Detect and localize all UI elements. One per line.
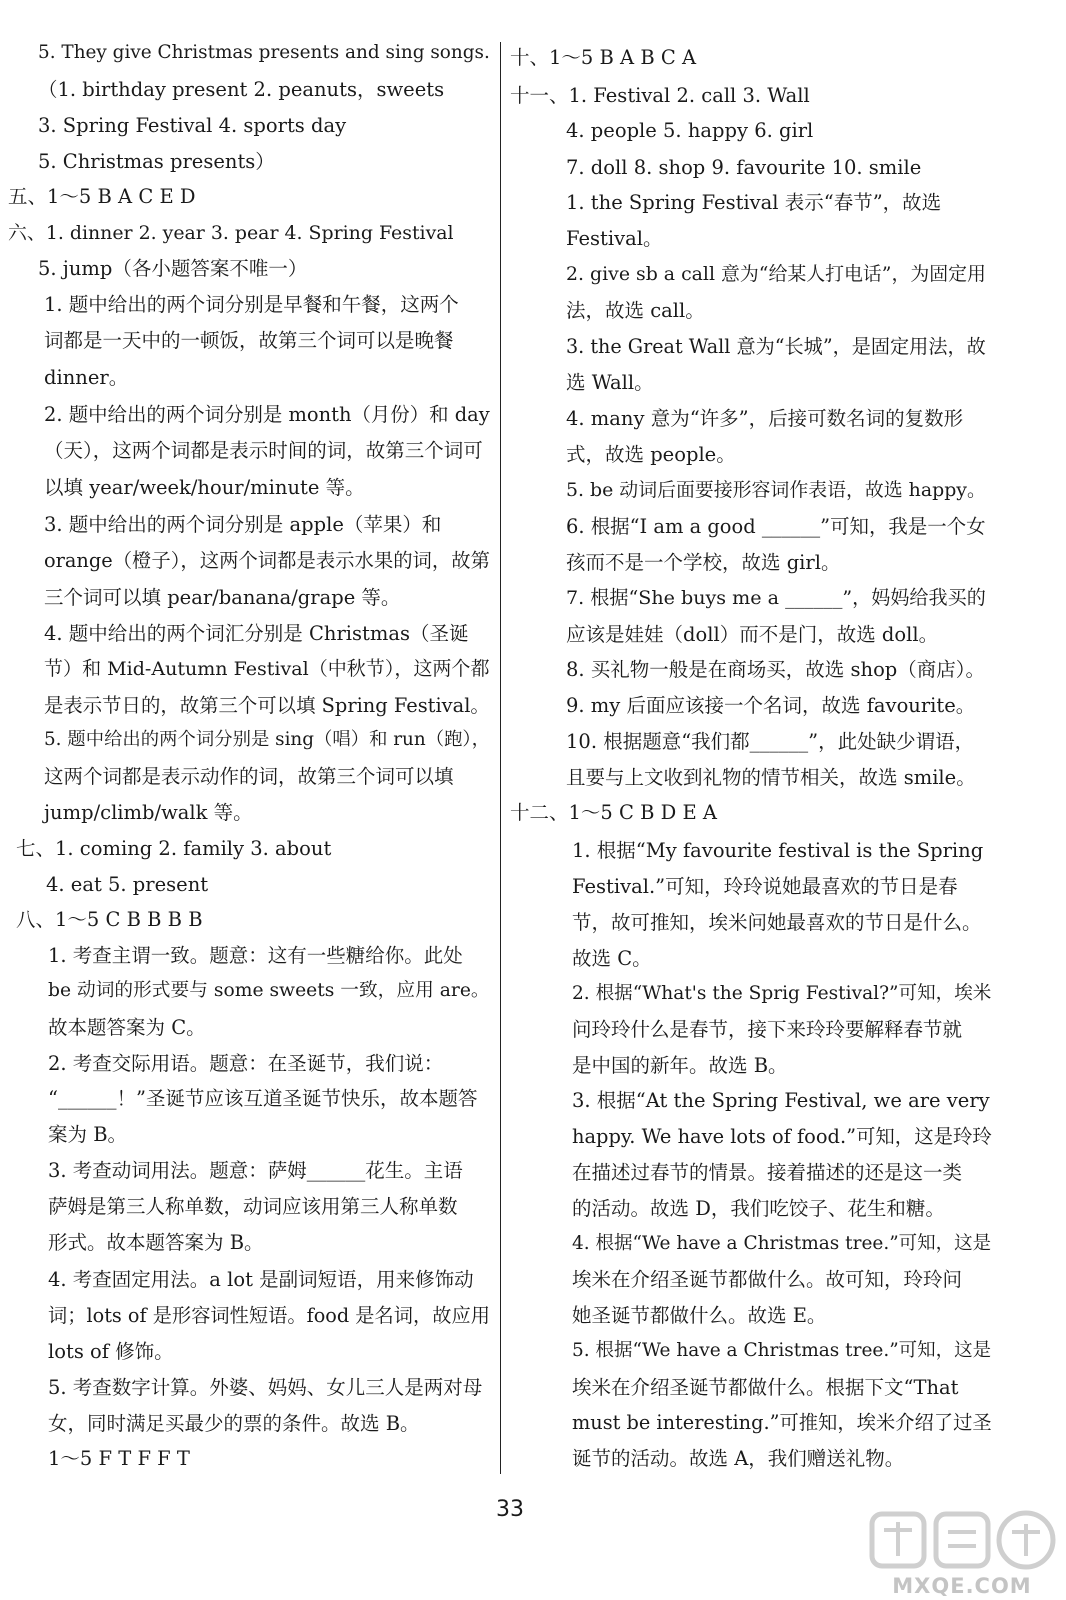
left-column-line: 以填 year/week/hour/minute 等。 — [44, 476, 365, 499]
left-column-line: （天），这两个词都是表示时间的词，故第三个词可 — [44, 439, 483, 462]
left-column-line: 案为 B。 — [48, 1123, 128, 1146]
left-column-line: 女，同时满足买最少的票的条件。故选 B。 — [48, 1412, 420, 1435]
right-column-line: 应该是娃娃（doll）而不是门，故选 doll。 — [566, 623, 939, 646]
left-column-line: 4. eat 5. present — [46, 873, 209, 896]
column-divider — [500, 42, 501, 1474]
left-column-line: orange（橙子），这两个词都是表示水果的词，故第 — [44, 549, 490, 572]
right-column-line: 6. 根据“I am a good ______”可知，我是一个女 — [566, 515, 986, 538]
right-column-line: 3. the Great Wall 意为“长城”，是固定用法，故 — [566, 335, 986, 358]
right-column-line: 5. 根据“We have a Christmas tree.”可知，这是 — [572, 1340, 992, 1361]
right-column-line: 的活动。故选 D，我们吃饺子、花生和糖。 — [572, 1197, 945, 1220]
left-column-line: 词都是一天中的一顿饭，故第三个词可以是晚餐 — [44, 329, 454, 352]
right-column-line: 她圣诞节都做什么。故选 E。 — [572, 1304, 827, 1327]
left-column-line: 3. Spring Festival 4. sports day — [38, 114, 347, 137]
left-column-line: 萨姆是第三人称单数，动词应该用第三人称单数 — [48, 1195, 458, 1218]
left-column-line: 六、1. dinner 2. year 3. pear 4. Spring Festival — [8, 222, 454, 244]
left-column-line: dinner。 — [44, 366, 129, 389]
left-column-line: 5. 考查数字计算。外婆、妈妈、女儿三人是两对母 — [48, 1376, 483, 1399]
left-column-line: “______！”圣诞节应该互道圣诞节快乐，故本题答 — [48, 1087, 478, 1110]
left-column-line: 故本题答案为 C。 — [48, 1016, 206, 1039]
right-column-line: 9. my 后面应该接一个名词，故选 favourite。 — [566, 694, 976, 717]
left-column-line: 五、1～5 B A C E D — [8, 185, 196, 208]
right-column-line: 4. 根据“We have a Christmas tree.”可知，这是 — [572, 1233, 992, 1254]
left-column-line: 5. 题中给出的两个词分别是 sing（唱）和 run（跑）， — [44, 729, 490, 750]
left-column-line: （1. birthday present 2. peanuts，sweets — [38, 78, 445, 101]
left-column-line: 1. 题中给出的两个词分别是早餐和午餐，这两个 — [44, 293, 459, 316]
right-column-line: 是中国的新年。故选 B。 — [572, 1054, 788, 1077]
left-column-line: 2. 题中给出的两个词分别是 month（月份）和 day — [44, 403, 490, 426]
right-column-line: 选 Wall。 — [566, 371, 654, 394]
right-column-line: 3. 根据“At the Spring Festival, we are very — [572, 1089, 990, 1112]
right-column-line: 8. 买礼物一般是在商场买，故选 shop（商店）。 — [566, 658, 986, 681]
left-column-line: 七、1. coming 2. family 3. about — [16, 837, 332, 860]
right-column-line: must be interesting.”可推知，埃米介绍了过圣 — [572, 1411, 992, 1434]
right-column-line: 4. many 意为“许多”，后接可数名词的复数形 — [566, 407, 964, 430]
left-column-line: lots of 修饰。 — [48, 1340, 174, 1363]
page-number: 33 — [496, 1497, 524, 1522]
left-column-line: 八、1～5 C B B B B — [16, 908, 203, 931]
left-column-line: 节）和 Mid-Autumn Festival（中秋节），这两个都 — [44, 658, 490, 680]
right-column-line: 10. 根据题意“我们都______”，此处缺少谓语， — [566, 730, 975, 753]
right-column-line: 且要与上文收到礼物的情节相关，故选 smile。 — [566, 766, 976, 789]
right-column-line: 7. doll 8. shop 9. favourite 10. smile — [566, 156, 922, 179]
right-column-line: 问玲玲什么是春节，接下来玲玲要解释春节就 — [572, 1018, 963, 1041]
left-column-line: 是表示节日的，故第三个可以填 Spring Festival。 — [44, 694, 490, 717]
right-column-line: 诞节的活动。故选 A，我们赠送礼物。 — [572, 1447, 905, 1470]
left-column-line: 这两个词都是表示动作的词，故第三个词可以填 — [44, 765, 454, 788]
right-column-line: 十、1～5 B A B C A — [510, 46, 697, 69]
left-column-line: 三个词可以填 pear/banana/grape 等。 — [44, 586, 401, 609]
left-column-line: 5. Christmas presents） — [38, 150, 275, 173]
right-column-line: 1. the Spring Festival 表示“春节”，故选 — [566, 191, 942, 214]
right-column-line: 5. be 动词后面要接形容词作表语，故选 happy。 — [566, 479, 986, 501]
answer-seal-logo-icon — [862, 1506, 1062, 1576]
left-column-line: 3. 题中给出的两个词分别是 apple（苹果）和 — [44, 513, 442, 536]
right-column-line: Festival。 — [566, 227, 663, 250]
left-column-line: 词；lots of 是形容词性短语。food 是名词，故应用 — [48, 1304, 490, 1327]
right-column-line: 节，故可推知，埃米问她最喜欢的节日是什么。 — [572, 911, 982, 934]
right-column-line: 式，故选 people。 — [566, 443, 736, 466]
left-column-line: 4. 题中给出的两个词汇分别是 Christmas（圣诞 — [44, 622, 469, 645]
left-column-line: 2. 考查交际用语。题意：在圣诞节，我们说： — [48, 1052, 444, 1075]
left-column-line: 5. jump（各小题答案不唯一） — [38, 257, 308, 280]
right-column-line: 2. 根据“What's the Sprig Festival?”可知，埃米 — [572, 983, 992, 1004]
right-column-line: 十一、1. Festival 2. call 3. Wall — [510, 84, 810, 107]
right-column-line: 7. 根据“She buys me a ______”，妈妈给我买的 — [566, 586, 986, 609]
left-column-line: jump/climb/walk 等。 — [44, 801, 253, 824]
right-column-line: 埃米在介绍圣诞节都做什么。故可知，玲玲问 — [572, 1268, 963, 1291]
left-column-line: 5. They give Christmas presents and sing songs. — [38, 42, 490, 63]
right-column-line: 2. give sb a call 意为“给某人打电话”，为固定用 — [566, 263, 986, 285]
left-column-line: 4. 考查固定用法。a lot 是副词短语，用来修饰动 — [48, 1268, 474, 1291]
right-column-line: 故选 C。 — [572, 947, 652, 970]
right-column-line: 埃米在介绍圣诞节都做什么。根据下文“That — [572, 1376, 959, 1399]
left-column-line: 形式。故本题答案为 B。 — [48, 1231, 264, 1254]
left-column-line: 1. 考查主谓一致。题意：这有一些糖给你。此处 — [48, 944, 463, 967]
right-column-line: 十二、1～5 C B D E A — [510, 801, 718, 824]
watermark-text: MXQE.COM — [892, 1574, 1032, 1598]
right-column-line: 4. people 5. happy 6. girl — [566, 119, 814, 142]
left-column-line: 3. 考查动词用法。题意：萨姆______花生。主语 — [48, 1159, 463, 1182]
right-column-line: 法，故选 call。 — [566, 299, 705, 322]
left-column-line: be 动词的形式要与 some sweets 一致，应用 are。 — [48, 980, 490, 1001]
right-column-line: Festival.”可知，玲玲说她最喜欢的节日是春 — [572, 875, 958, 898]
right-column-line: 1. 根据“My favourite festival is the Spring — [572, 839, 984, 862]
right-column-line: 在描述过春节的情景。接着描述的还是这一类 — [572, 1161, 963, 1184]
right-column-line: 孩而不是一个学校，故选 girl。 — [566, 551, 841, 574]
right-column-line: happy. We have lots of food.”可知，这是玲玲 — [572, 1125, 992, 1148]
watermark-logo — [862, 1506, 1062, 1598]
left-column-line: 1～5 F T F F T — [48, 1447, 190, 1470]
